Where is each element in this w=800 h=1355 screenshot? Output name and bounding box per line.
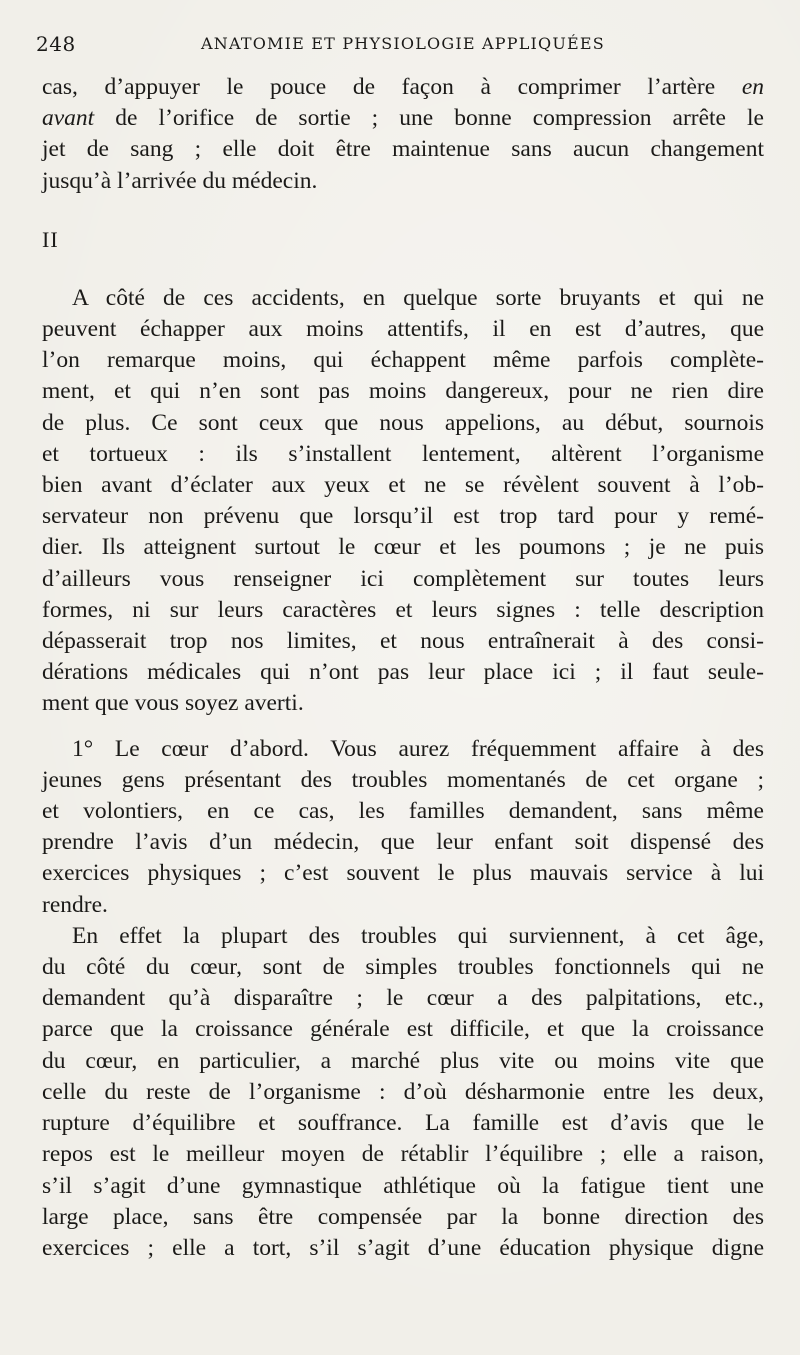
text-line: En effet la plupart des troubles qui surviennent, à cet âge, [72,922,764,949]
paragraph-2 [42,283,764,720]
text-line: jet de sang ; elle doit être maintenue sans aucun changement [42,136,764,163]
text-line: avant de l’orifice de sortie ; une bonne compression arrête le [42,105,764,132]
text-line: de plus. Ce sont ceux que nous appelions, au début, sournois [42,409,764,436]
text-line: formes, ni sur leurs caractères et leurs signes : telle description [42,596,764,623]
text-line: jusqu’à l’arrivée du médecin. [42,167,318,194]
text-line: large place, sans être compensée par la bonne direction des [42,1203,764,1230]
text-line: parce que la croissance générale est difficile, et que la croissance [42,1016,764,1043]
paragraph-4 [42,921,764,1264]
text-line: celle du reste de l’organisme : d’où désharmonie entre les deux, [42,1078,764,1105]
paragraph-3 [42,734,764,921]
text-line: repos est le meilleur moyen de rétablir l’équilibre ; elle a raison, [42,1141,764,1168]
text-line: et volontiers, en ce cas, les familles demandent, sans même [42,798,764,825]
text-line: dépasserait trop nos limites, et nous entraînerait à des consi- [42,628,764,655]
text-line: d’ailleurs vous renseigner ici complètement sur toutes leurs [42,565,764,592]
text-line: 1° Le cœur d’abord. Vous aurez fréquemment affaire à des [72,735,764,762]
text-line: jeunes gens présentant des troubles momentanés de cet organe ; [42,766,764,793]
text-line: cas, d’appuyer le pouce de façon à comprimer l’artère en [42,74,764,100]
text-line: prendre l’avis d’un médecin, que leur enfant soit dispensé des [42,829,764,856]
text-line: ment que vous soyez averti. [42,690,304,717]
text-line: l’on remarque moins, qui échappent même parfois complète- [42,347,764,374]
text-line: rupture d’équilibre et souffrance. La famille est d’avis que le [42,1110,764,1137]
text-line: A côté de ces accidents, en quelque sorte bruyants et qui ne [72,284,764,311]
text-line: demandent qu’à disparaître ; le cœur a des palpitations, etc., [42,985,764,1012]
text-line: ment, et qui n’en sont pas moins dangereux, pour ne rien dire [42,378,764,405]
text-line: rendre. [42,891,108,918]
text-line: exercices ; elle a tort, s’il s’agit d’une éducation physique digne [42,1234,764,1261]
paragraph-1 [42,72,764,197]
running-head [36,32,776,56]
text-line: dérations médicales qui n’ont pas leur place ici ; il faut seule- [42,659,764,686]
text-line: du côté du cœur, sont de simples troubles fonctionnels qui ne [42,954,764,981]
text-line: bien avant d’éclater aux yeux et ne se révèlent souvent à l’ob- [42,472,764,499]
text-line: servateur non prévenu que lorsqu’il est trop tard pour y remé- [42,503,764,530]
running-title: ANATOMIE ET PHYSIOLOGIE APPLIQUÉES [201,34,605,53]
body-text [42,72,764,1264]
text-line: dier. Ils atteignent surtout le cœur et les poumons ; je ne puis [42,534,764,561]
paragraph-gap [42,720,764,734]
page-number: 248 [36,32,76,56]
text-line: du cœur, en particulier, a marché plus vite ou moins vite que [42,1047,764,1074]
text-line: exercices physiques ; c’est souvent le plus mauvais service à lui [42,860,764,887]
text-line: peuvent échapper aux moins attentifs, il en est d’autres, que [42,316,764,343]
text-line: et tortueux : ils s’installent lentement, altèrent l’organisme [42,440,764,467]
section-heading: II [42,226,59,252]
text-line: s’il s’agit d’une gymnastique athlétique où la fatigue tient une [42,1172,764,1199]
